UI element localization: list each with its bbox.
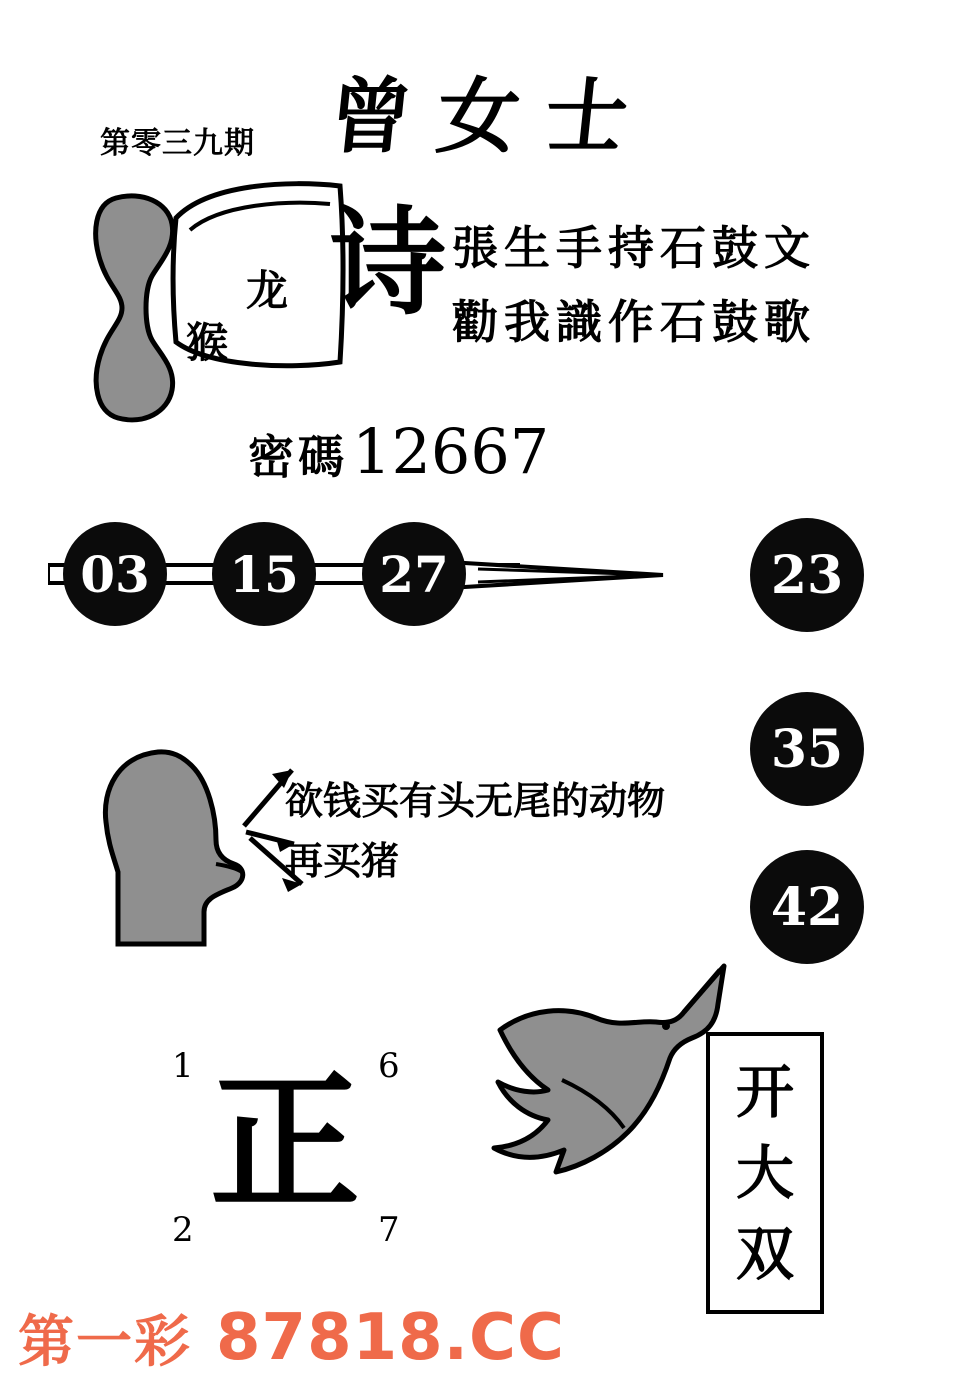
number-ball: 23	[750, 518, 864, 632]
number-ball: 15	[212, 522, 316, 626]
footer-brand-label: 第一彩	[18, 1309, 192, 1375]
corner-digit-top-right: 6	[378, 1046, 400, 1086]
speech-line-2: 再买猪	[285, 838, 400, 883]
brand-title: 曾女士	[324, 69, 659, 165]
speech-line-1: 欲钱买有头无尾的动物	[285, 778, 666, 823]
password-row	[248, 415, 549, 488]
password-label: 密碼	[248, 430, 348, 484]
corner-digit-bottom-right: 7	[378, 1210, 400, 1250]
footer-watermark	[18, 1298, 565, 1378]
corner-digit-bottom-left: 2	[172, 1210, 194, 1250]
password-value: 12667	[352, 415, 550, 488]
zheng-character: 正	[210, 1055, 361, 1231]
number-ball: 42	[750, 850, 864, 964]
zodiac-long-label: 龙	[246, 266, 289, 315]
number-ball: 27	[362, 522, 466, 626]
number-ball: 35	[750, 692, 864, 806]
footer-site-label: 87818.CC	[216, 1301, 565, 1375]
banner-char-3: 双	[735, 1220, 794, 1288]
poem-line-1: 張生手持石鼓文	[452, 221, 816, 275]
banner-char-1: 开	[735, 1058, 794, 1126]
poem-line-2: 勸我識作石鼓歌	[452, 295, 816, 349]
issue-label: 第零三九期	[100, 126, 255, 161]
corner-digit-top-left: 1	[172, 1046, 194, 1086]
vertical-banner	[706, 1032, 824, 1314]
banner-char-2: 大	[735, 1139, 794, 1207]
shi-character: 诗	[330, 195, 446, 331]
zodiac-hou-label: 猴	[186, 318, 229, 367]
number-ball: 03	[63, 522, 167, 626]
